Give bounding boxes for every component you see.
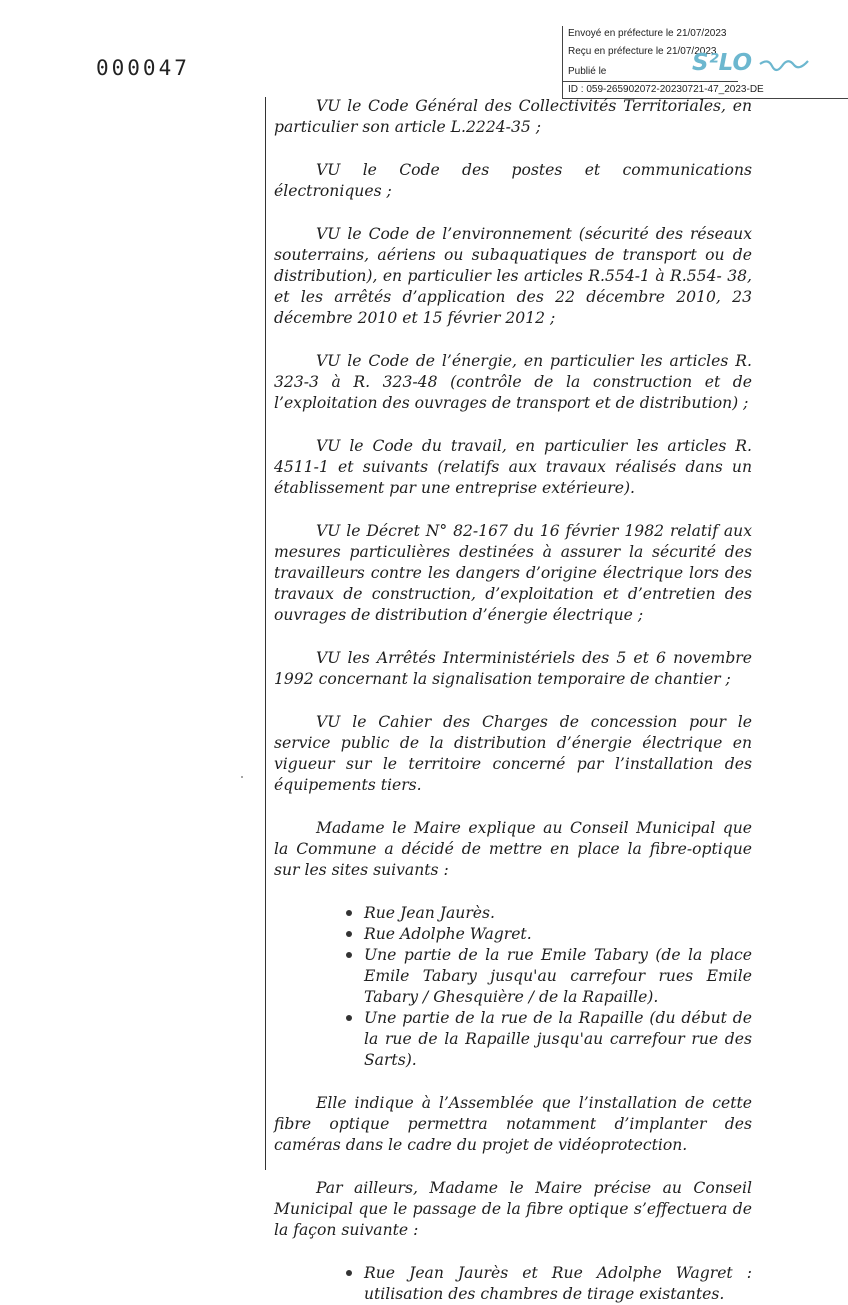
stamp-published: Publié le [568,66,607,77]
list-item [346,945,752,1008]
sites-list [274,903,752,1071]
left-margin-rule [265,97,266,1170]
bullet-icon [346,931,352,937]
document-body [274,96,752,1305]
paragraph-assemblee: Elle indique à l’Assemblée que l’installation de cette fibre optique permettra notamment d’implanter des caméras dans le cadre du projet de vidéoprotection. [274,1094,752,1154]
list-item-text: Une partie de la rue Emile Tabary (de la place Emile Tabary jusqu'au carrefour rues Emile Tabary / Ghesquière / de la Rapaille). [364,946,752,1006]
paragraph-code-travail: VU le Code du travail, en particulier les articles R. 4511-1 et suivants (relatifs aux travaux réalisés dans un établissement par une entreprise extérieure). [274,437,752,497]
paragraph-decret: VU le Décret N° 82-167 du 16 février 1982 relatif aux mesures particulières destinées à assurer la sécurité des travailleurs contre les dangers d’origine électrique lors des travaux de construction, d’exploitation et d’entretien des ouvrages de distribution d’énergie électrique ; [274,522,752,624]
paragraph-cgct: VU le Code Général des Collectivités Territoriales, en particulier son article L.2224-35 ; [274,97,752,136]
bullet-icon [346,910,352,916]
stamp-id: ID : 059-265902072-20230721-47_2023-DE [568,84,764,95]
list-item-text: Rue Adolphe Wagret. [364,925,532,943]
paragraph-code-postes: VU le Code des postes et communications électroniques ; [274,161,752,200]
list-item [346,1008,752,1071]
list-item-text: Rue Jean Jaurès et Rue Adolphe Wagret : utilisation des chambres de tirage existantes. [364,1264,752,1303]
paragraph-passage-fibre: Par ailleurs, Madame le Maire précise au Conseil Municipal que le passage de la fibre optique s’effectuera de la façon suivante : [274,1179,752,1239]
paragraph-code-environnement: VU le Code de l’environnement (sécurité des réseaux souterrains, aériens ou subaquatiques de transport ou de distribution), en particulier les articles R.554-1 à R.554- 38, et les arrêtés d’application des 22 décembre 2010, 23 décembre 2010 et 15 février 2012 ; [274,225,752,327]
svg-text:S²LO: S²LO [692,50,753,76]
scan-speck [241,776,243,778]
list-item [346,1263,752,1305]
list-item [346,903,752,924]
bullet-icon [346,1015,352,1021]
signature-stamp-mark [688,44,818,78]
stamp-received: Reçu en préfecture le 21/07/2023 [568,46,717,57]
methods-list [274,1263,752,1305]
bullet-icon [346,952,352,958]
paragraph-code-energie: VU le Code de l’énergie, en particulier les articles R. 323-3 à R. 323-48 (contrôle de la construction et de l’exploitation des ouvrages de transport et de distribution) ; [274,352,752,412]
paragraph-arretes: VU les Arrêtés Interministériels des 5 et 6 novembre 1992 concernant la signalisation temporaire de chantier ; [274,649,752,688]
page-number: 000047 [96,56,190,80]
bullet-icon [346,1270,352,1276]
stamp-sent: Envoyé en préfecture le 21/07/2023 [568,28,727,39]
list-item-text: Rue Jean Jaurès. [364,904,495,922]
paragraph-cahier-charges: VU le Cahier des Charges de concession pour le service public de la distribution d’énergie électrique en vigueur sur le territoire concerné par l’installation des équipements tiers. [274,713,752,794]
list-item [346,924,752,945]
stamp-divider [563,81,738,82]
list-item-text: Une partie de la rue de la Rapaille (du début de la rue de la Rapaille jusqu'au carrefour rue des Sarts). [364,1009,752,1069]
paragraph-maire-explique: Madame le Maire explique au Conseil Municipal que la Commune a décidé de mettre en place la fibre-optique sur les sites suivants : [274,819,752,879]
